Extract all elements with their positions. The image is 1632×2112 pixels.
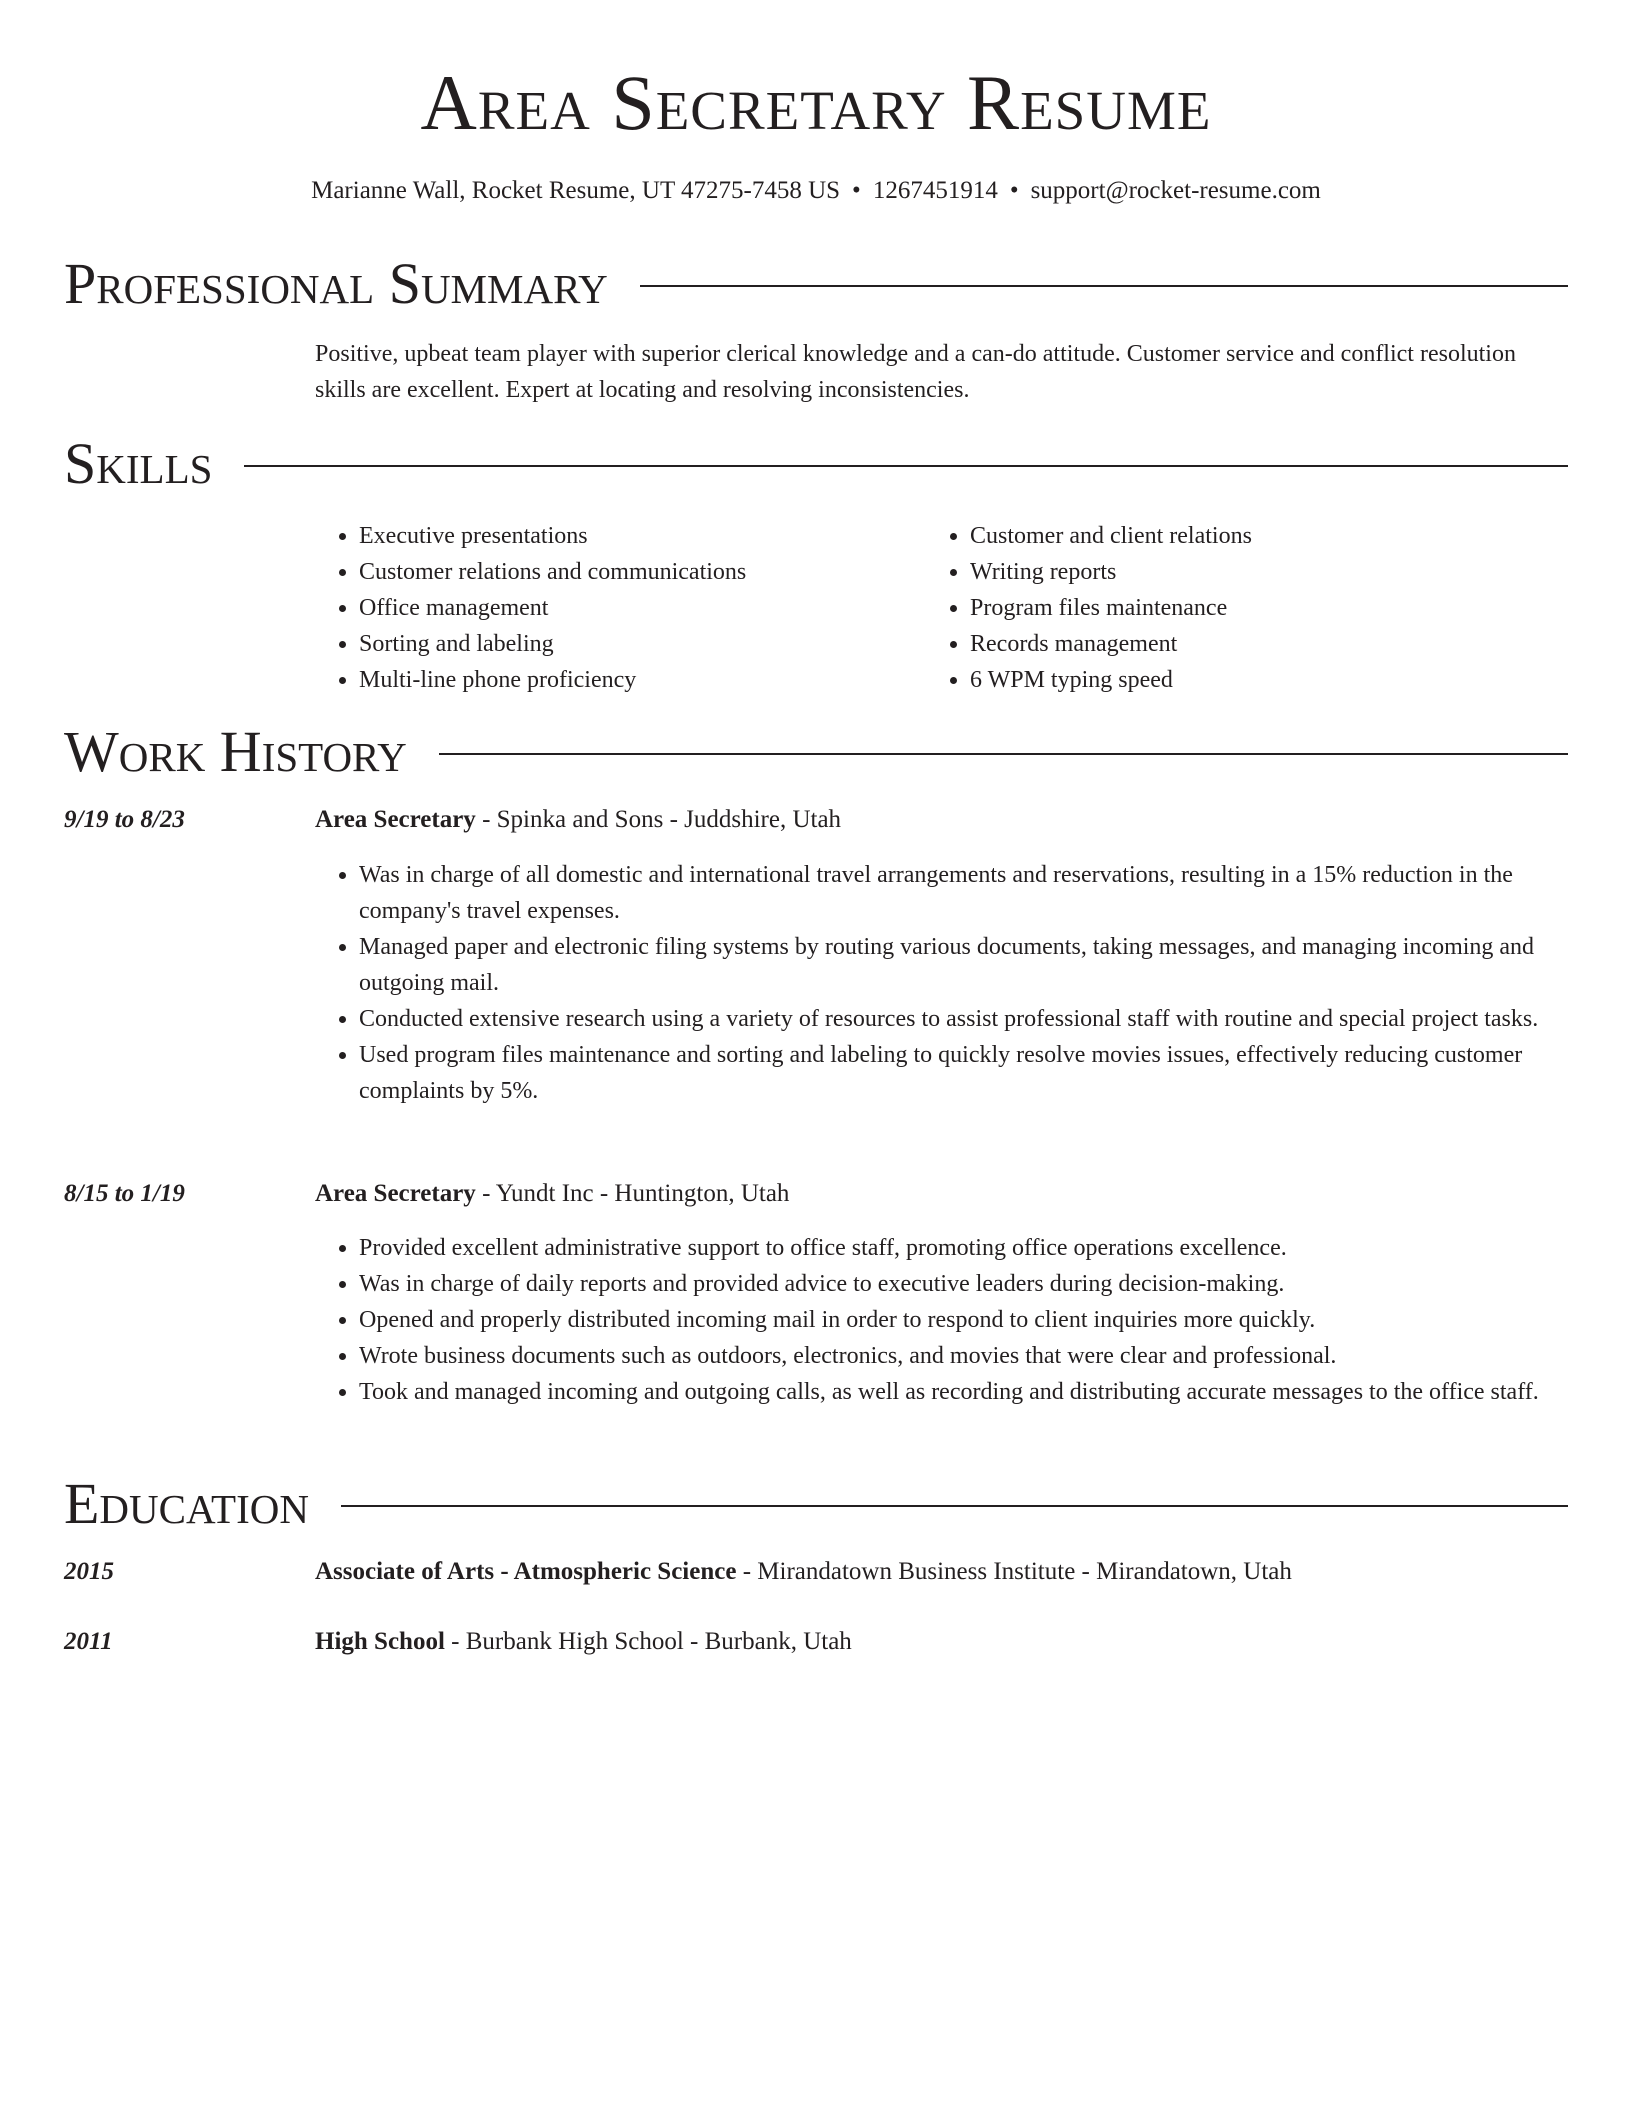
resume-page	[64, 0, 1568, 2112]
education-year: 2011	[64, 1628, 113, 1655]
education-entry	[315, 1624, 1568, 1660]
summary-text: Positive, upbeat team player with superior clerical knowledge and a can-do attitude. Customer service and conflict resolution skills are excellent. Expert at locating and resolving inconsistencies.	[315, 341, 1516, 403]
education-school: - Burbank High School - Burbank, Utah	[444, 1628, 852, 1655]
duty-item: • Opened and properly distributed incoming mail in order to respond to client inquiries more quickly.	[359, 1302, 1568, 1338]
job-dates: 8/15 to 1/19	[64, 1180, 185, 1207]
skill-item: • Records management	[970, 626, 1526, 662]
job-employer: - Yundt Inc - Huntington, Utah	[475, 1180, 790, 1207]
job-title: Area Secretary	[315, 1180, 476, 1207]
job-duties	[315, 857, 1568, 1109]
education-entry	[315, 1554, 1568, 1590]
duty-item: • Was in charge of all domestic and international travel arrangements and reservations, resulting in a 15% reduction in the company's travel expenses.	[359, 857, 1568, 929]
section-header-education	[64, 1472, 1568, 1536]
job-title: Area Secretary	[315, 806, 476, 833]
section-header-summary	[64, 252, 1568, 316]
skill-item: • Customer and client relations	[970, 518, 1526, 554]
duty-item: • Provided excellent administrative support to office staff, promoting office operations excellence.	[359, 1230, 1568, 1266]
section-divider	[640, 285, 1568, 287]
duty-item: • Wrote business documents such as outdoors, electronics, and movies that were clear and professional.	[359, 1338, 1568, 1374]
duty-item: • Used program files maintenance and sorting and labeling to quickly resolve movies issues, effectively reducing customer complaints by 5%.	[359, 1037, 1568, 1109]
section-divider	[244, 465, 1568, 467]
skill-item: • Multi-line phone proficiency	[359, 662, 915, 698]
contact-phone: 1267451914	[872, 177, 998, 204]
duty-item: • Was in charge of daily reports and provided advice to executive leaders during decision-making.	[359, 1266, 1568, 1302]
section-title-work: Work History	[64, 719, 407, 784]
contact-email: support@rocket-resume.com	[1030, 177, 1321, 204]
skill-item: • Writing reports	[970, 554, 1526, 590]
contact-separator: •	[1009, 177, 1019, 204]
resume-title: Area Secretary Resume	[420, 59, 1212, 146]
skill-item: • Customer relations and communications	[359, 554, 915, 590]
section-header-skills	[64, 432, 1568, 496]
duty-item: • Managed paper and electronic filing systems by routing various documents, taking messages, and managing incoming and outgoing mail.	[359, 929, 1568, 1001]
skills-list-left	[315, 518, 915, 698]
job-employer: - Spinka and Sons - Juddshire, Utah	[475, 806, 842, 833]
skills-list-right	[926, 518, 1526, 698]
section-title-education: Education	[64, 1471, 309, 1536]
duty-item: • Conducted extensive research using a variety of resources to assist professional staff with routine and special project tasks.	[359, 1001, 1568, 1037]
job-duties	[315, 1230, 1568, 1410]
section-header-work	[64, 720, 1568, 784]
skill-item: • 6 WPM typing speed	[970, 662, 1526, 698]
section-title-skills: Skills	[64, 431, 213, 496]
skill-item: • Executive presentations	[359, 518, 915, 554]
contact-address: Marianne Wall, Rocket Resume, UT 47275-7458 US	[311, 177, 841, 204]
job-dates: 9/19 to 8/23	[64, 806, 185, 833]
education-degree: Associate of Arts - Atmospheric Science	[315, 1558, 737, 1585]
skill-item: • Office management	[359, 590, 915, 626]
section-divider	[341, 1505, 1568, 1507]
section-title-summary: Professional Summary	[64, 251, 608, 316]
contact-separator: •	[852, 177, 861, 204]
section-divider	[439, 753, 1568, 755]
contact-line	[64, 174, 1568, 208]
education-degree: High School	[315, 1628, 445, 1655]
job-heading	[315, 1176, 1568, 1212]
job-heading	[315, 802, 1568, 838]
education-year: 2015	[64, 1558, 114, 1585]
skill-item: • Program files maintenance	[970, 590, 1526, 626]
duty-item: • Took and managed incoming and outgoing calls, as well as recording and distributing accurate messages to the office staff.	[359, 1374, 1568, 1410]
skill-item: • Sorting and labeling	[359, 626, 915, 662]
education-school: - Mirandatown Business Institute - Mirandatown, Utah	[736, 1558, 1292, 1585]
